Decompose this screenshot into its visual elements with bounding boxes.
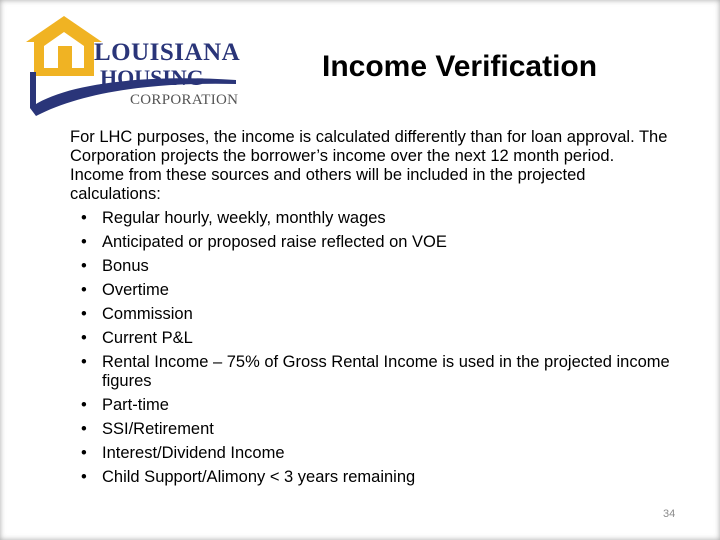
page-number: 34 <box>663 508 676 520</box>
list-item-text: Overtime <box>102 281 169 299</box>
list-item-text: Commission <box>102 305 193 323</box>
bullet-icon: • <box>81 281 87 299</box>
list-item <box>70 305 670 324</box>
bullet-icon: • <box>81 444 87 462</box>
list-item-text: Regular hourly, weekly, monthly wages <box>102 209 386 227</box>
list-item-text: Current P&L <box>102 329 193 347</box>
list-item-text: Anticipated or proposed raise reflected on VOE <box>102 233 447 251</box>
list-item-text: Part-time <box>102 396 169 414</box>
logo-line-louisiana: LOUISIANA <box>94 39 241 66</box>
list-item <box>70 444 670 463</box>
list-item <box>70 281 670 300</box>
income-sources-list <box>70 209 670 487</box>
bullet-icon: • <box>81 420 87 438</box>
slide-title: Income Verification <box>322 50 598 83</box>
lhc-logo <box>22 12 242 120</box>
list-item <box>70 396 670 415</box>
logo-wordmark <box>94 40 240 108</box>
bullet-icon: • <box>81 209 87 227</box>
logo-line-corporation: CORPORATION <box>130 92 239 108</box>
bullet-icon: • <box>81 233 87 251</box>
slide-body <box>70 128 670 487</box>
bullet-icon: • <box>81 396 87 414</box>
bullet-icon: • <box>81 353 87 371</box>
list-item-text: Child Support/Alimony < 3 years remaining <box>102 468 416 486</box>
list-item <box>70 209 670 228</box>
list-item <box>70 353 670 391</box>
bullet-icon: • <box>81 329 87 347</box>
list-item <box>70 420 670 439</box>
list-item-text: Interest/Dividend Income <box>102 444 285 462</box>
list-item <box>70 329 670 348</box>
list-item-text: Bonus <box>102 257 149 275</box>
bullet-icon: • <box>81 468 87 486</box>
logo-line-housing: HOUSING <box>100 65 204 90</box>
list-item-text: Rental Income – 75% of Gross Rental Income is used in the projected income figures <box>102 353 670 390</box>
intro-paragraph: For LHC purposes, the income is calculated differently than for loan approval. The Corporation projects the borrower’s income over the next 12 month period. Income from these sources and others will be included in the projected calculations: <box>70 128 668 203</box>
bullet-icon: • <box>81 305 87 323</box>
list-item <box>70 468 670 487</box>
list-item <box>70 257 670 276</box>
list-item <box>70 233 670 252</box>
bullet-icon: • <box>81 257 87 275</box>
list-item-text: SSI/Retirement <box>102 420 214 438</box>
